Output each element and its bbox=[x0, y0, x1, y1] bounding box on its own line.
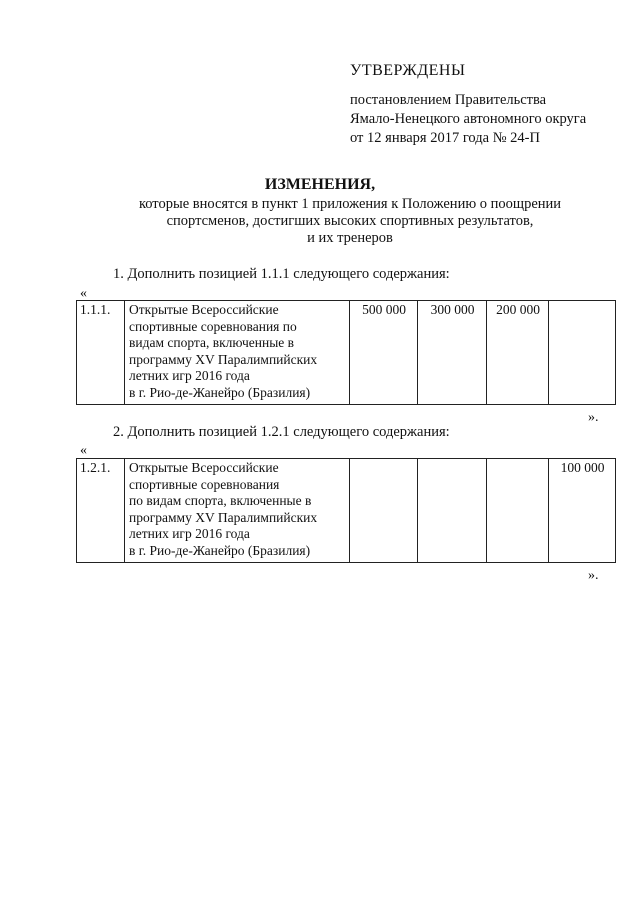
approval-title: УТВЕРЖДЕНЫ bbox=[350, 62, 466, 79]
position-name-line: в г. Рио-де-Жанейро (Бразилия) bbox=[129, 542, 311, 558]
item-1-instruction: 1. Дополнить позицией 1.1.1 следующего содержания: bbox=[113, 266, 450, 282]
item-2-close-quote: ». bbox=[588, 568, 599, 583]
position-name-line: по видам спорта, включенные в bbox=[129, 493, 312, 508]
position-name-line: видам спорта, включенные в bbox=[129, 335, 295, 350]
item-2-table bbox=[76, 458, 616, 563]
item-1-open-quote: « bbox=[80, 286, 87, 301]
approval-lines bbox=[350, 91, 586, 148]
position-name-line: летних игр 2016 года bbox=[129, 368, 250, 383]
position-name-line: Открытые Всероссийские bbox=[129, 302, 279, 317]
position-number: 1.1.1. bbox=[77, 301, 125, 405]
position-name-line: спортивные соревнования по bbox=[129, 318, 297, 334]
approval-line: Ямало-Ненецкого автономного округа bbox=[350, 111, 587, 127]
table-row bbox=[77, 301, 616, 405]
item-1-table bbox=[76, 300, 616, 405]
position-number: 1.2.1. bbox=[77, 459, 125, 563]
amount-cell: 500 000 bbox=[350, 301, 418, 405]
position-name-line: программу XV Паралимпийских bbox=[129, 509, 318, 525]
position-name bbox=[125, 301, 350, 405]
amount-cell: 300 000 bbox=[418, 301, 487, 405]
position-name-line: программу XV Паралимпийских bbox=[129, 351, 318, 367]
amount-cell bbox=[418, 459, 487, 563]
subtitle-line: и их тренеров bbox=[307, 230, 393, 246]
item-2-instruction: 2. Дополнить позицией 1.2.1 следующего содержания: bbox=[113, 424, 450, 440]
position-name bbox=[125, 459, 350, 563]
item-2-open-quote: « bbox=[80, 443, 87, 458]
amount-cell bbox=[350, 459, 418, 563]
amount-cell bbox=[549, 301, 616, 405]
amount-cell: 100 000 bbox=[549, 459, 616, 563]
position-name-line: Открытые Всероссийские bbox=[129, 460, 279, 475]
position-name-line: в г. Рио-де-Жанейро (Бразилия) bbox=[129, 384, 311, 400]
item-1-close-quote: ». bbox=[588, 410, 599, 425]
document-subtitle bbox=[0, 196, 640, 247]
subtitle-line: которые вносятся в пункт 1 приложения к Положению о поощрении bbox=[138, 196, 562, 212]
position-name-line: спортивные соревнования bbox=[129, 476, 280, 492]
document-title: ИЗМЕНЕНИЯ, bbox=[264, 176, 376, 193]
subtitle-line: спортсменов, достигших высоких спортивных результатов, bbox=[166, 213, 534, 229]
approval-line: постановлением Правительства bbox=[350, 92, 547, 108]
position-name-line: летних игр 2016 года bbox=[129, 526, 250, 541]
table-row bbox=[77, 459, 616, 563]
amount-cell bbox=[487, 459, 549, 563]
approval-line: от 12 января 2017 года № 24-П bbox=[350, 130, 540, 146]
amount-cell: 200 000 bbox=[487, 301, 549, 405]
